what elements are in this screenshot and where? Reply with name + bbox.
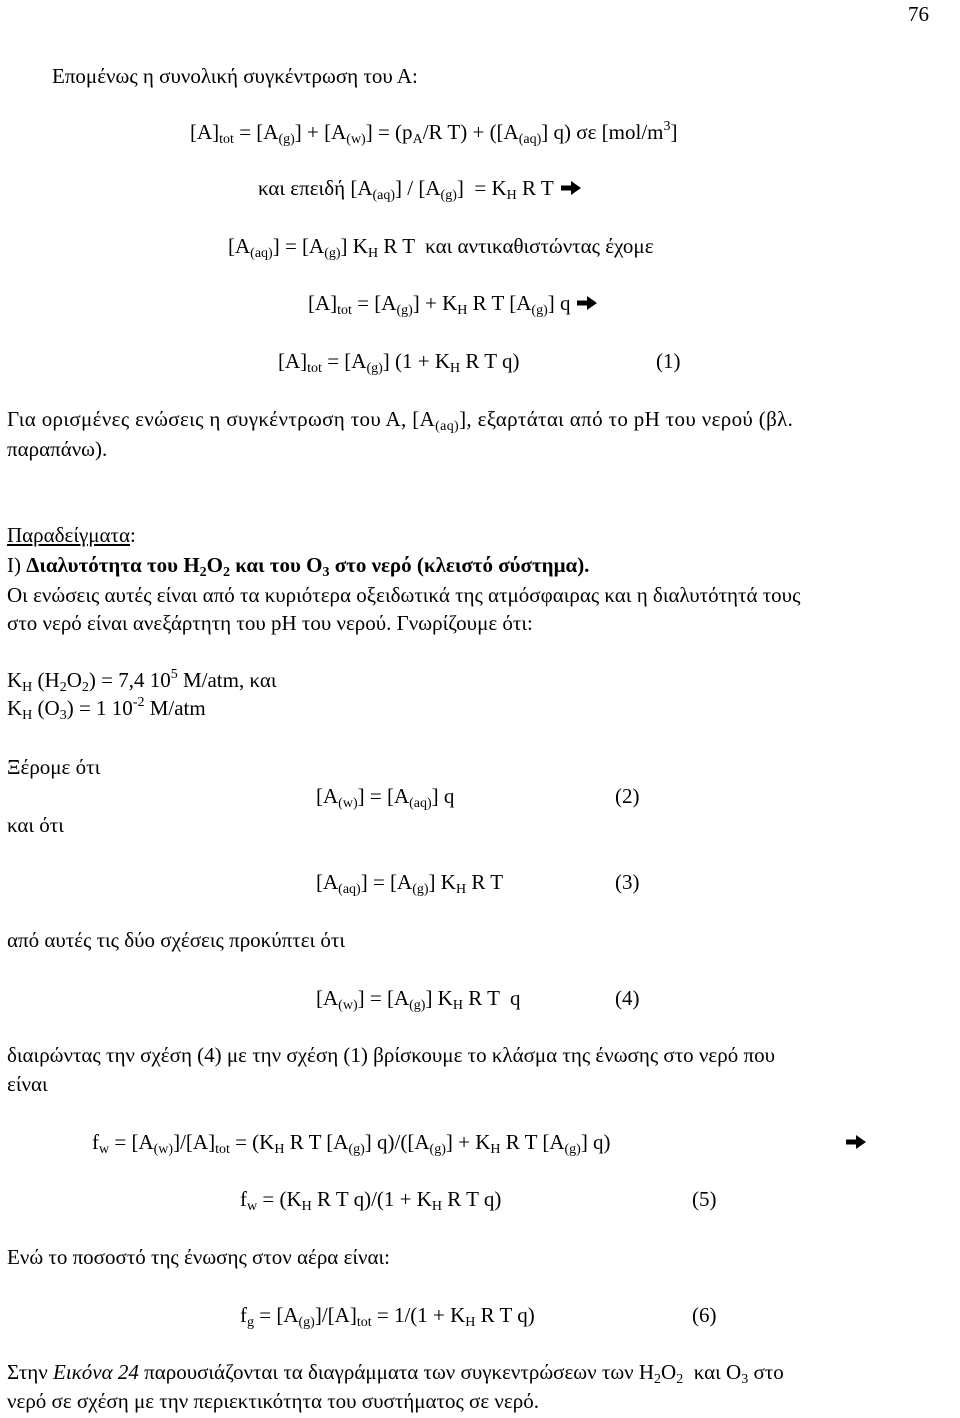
equation-5-number: (5)	[692, 1187, 717, 1211]
paragraph-ph-dependence: Για ορισμένες ενώσεις η συγκέντρωση του Α, $[A_{(aq)}]$, εξαρτάται από το pH του νερού (βλ.	[7, 407, 794, 434]
examples-heading: Παραδείγματα:	[7, 523, 136, 547]
equation-1: $[A]_{tot} = [A_{(g)}] (1 + K_H$ R T q)	[278, 349, 520, 376]
equation-6-number: (6)	[692, 1303, 717, 1327]
paragraph-figure-reference: Στην Εικόνα 24 παρουσιάζονται τα διαγράμματα των συγκεντρώσεων των $H_2O_2$ και $O_3$ στο	[7, 1360, 784, 1387]
paragraph-ph-dependence-cont: παραπάνω).	[7, 437, 108, 461]
equation-2-number: (2)	[615, 784, 640, 808]
kh-o3-value: $K_H$ $(O_3) = 1$ $10^{-2}$ M/atm	[7, 695, 206, 723]
paragraph-oxidants-cont: στο νερό είναι ανεξάρτητη του pH του νερού. Γνωρίζουμε ότι:	[7, 611, 533, 635]
page-number: 76	[908, 2, 929, 26]
equation-1-number: (1)	[656, 349, 681, 373]
equation-fw-expanded: $f_w = [A_{(w)}]/[A]_{tot} = (K_H$ R T $[A_{(g)}] q)/([A_{(g)}] + K_H$ R T $[A_{(g)}]$ q)	[92, 1130, 611, 1157]
figure-link: Εικόνα 24	[53, 1360, 139, 1384]
substituting-text: και αντικαθιστώντας έχομε	[425, 234, 654, 258]
air-percent-text: Ενώ το ποσοστό της ένωσης στον αέρα είναι:	[7, 1245, 391, 1269]
equation-3-number: (3)	[615, 870, 640, 894]
since-text: και επειδή	[258, 176, 346, 200]
right-arrow-icon	[576, 295, 598, 311]
equation-henry-ratio: και επειδή $[A_{(aq)}] / [A_{(g)}] = K_H$ R T	[258, 178, 582, 199]
paragraph-dividing-cont: είναι	[7, 1072, 48, 1096]
and-that-text: και ότι	[7, 813, 64, 837]
equation-total-expanded: $[A]_{tot} = [A_{(g)}] + K_H$ R T $[A_{(g)}]$ q	[308, 293, 598, 314]
units-exponent: 3	[663, 119, 671, 134]
paragraph-oxidants: Οι ενώσεις αυτές είναι από τα κυριότερα οξειδωτικά της ατμόσφαιρας και η διαλυτότητά τους	[7, 583, 801, 607]
intro-text: Επομένως η συνολική συγκέντρωση του Α:	[52, 64, 418, 88]
equation-total-concentration: $[A]_{tot} = [A_{(g)}] + [A_{(w)}] = (p_A/R$ $T) + ([A_{(aq)}]$ q) σε $[mol/m^3]$	[190, 119, 678, 147]
we-know-text: Ξέρομε ότι	[7, 755, 101, 779]
paragraph-dividing: διαιρώντας την σχέση (4) με την σχέση (1) βρίσκουμε το κλάσμα της ένωσης στο νερό που	[7, 1043, 775, 1067]
equation-4-number: (4)	[615, 986, 640, 1010]
right-arrow-icon	[845, 1134, 867, 1150]
equation-6: $f_g = [A_{(g)}]/[A]_{tot} = 1/(1 + K_H$ R T q)	[240, 1303, 535, 1330]
from-these-text: από αυτές τις δύο σχέσεις προκύπτει ότι	[7, 928, 345, 952]
equation-5: $f_w = (K_H$ R T $q)/(1 + K_H$ R T q)	[240, 1187, 502, 1214]
equation-2: $[A_{(w)}] = [A_{(aq)}]$ q	[316, 784, 455, 811]
equation-aq-substitution: $[A_{(aq)}] = [A_{(g)}]$ $K_H$ R T και αντικαθιστώντας έχομε	[228, 234, 654, 261]
section-i-heading: Ι) Διαλυτότητα του $H_2O_2$ και του $O_3$ στο νερό (κλειστό σύστημα).	[7, 553, 590, 580]
equation-3: $[A_{(aq)}] = [A_{(g)}]$ $K_H$ R T	[316, 870, 504, 897]
right-arrow-icon	[560, 180, 582, 196]
paragraph-figure-reference-cont: νερό σε σχέση με την περιεκτικότητα του συστήματος σε νερό.	[7, 1389, 539, 1413]
equation-4: $[A_{(w)}] = [A_{(g)}]$ $K_H$ R T q	[316, 986, 521, 1013]
units-text: σε [mol/m	[576, 120, 664, 144]
kh-h2o2-value: $K_H$ $(H_2O_2) = 7,4$ $10^5$ M/atm, και	[7, 667, 277, 695]
